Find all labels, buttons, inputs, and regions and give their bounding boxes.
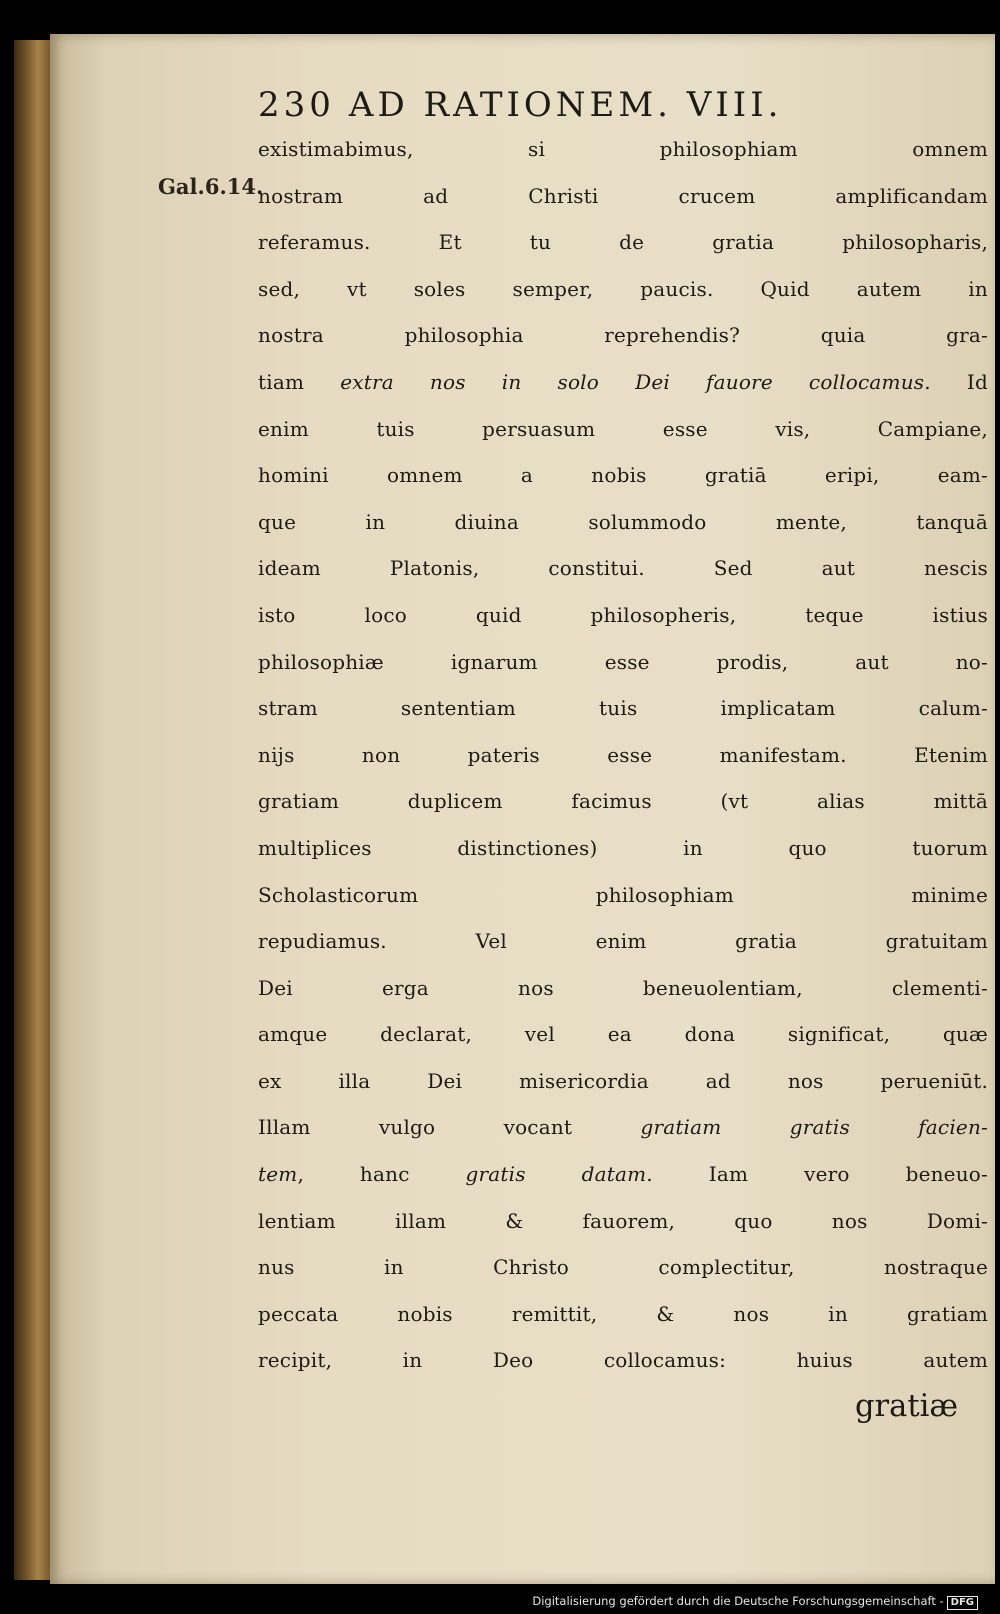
digitization-credit: [532, 1594, 978, 1610]
text-segment: tiam: [258, 369, 341, 394]
text-line: [258, 1011, 988, 1058]
text-segment: Scholasticorum philosophiam minime: [258, 882, 988, 907]
credit-text: Digitalisierung gefördert durch die Deutsche Forschungsgemeinschaft -: [532, 1594, 944, 1608]
running-title: AD RATIONEM. VIII.: [348, 85, 783, 125]
text-segment: Illam vulgo vocant: [258, 1115, 641, 1140]
text-segment: Dei erga nos beneuolentiam, clementi-: [258, 975, 988, 1000]
text-line: [258, 639, 988, 686]
text-segment: repudiamus. Vel enim gratia gratuitam: [258, 929, 988, 954]
book-page: [50, 34, 995, 1584]
text-segment: existimabimus, si philosophiam omnem: [258, 137, 988, 161]
text-line: [258, 825, 988, 872]
text-segment: sed, vt soles semper, paucis. Quid autem in: [258, 276, 988, 301]
text-segment: nostram ad Christi crucem amplificandam: [258, 183, 988, 208]
text-line: [258, 499, 988, 546]
text-line: [258, 778, 988, 825]
text-segment: gratiam duplicem facimus (vt alias mittā: [258, 789, 988, 814]
text-segment: philosophiæ ignarum esse prodis, aut no-: [258, 649, 988, 674]
text-line: [258, 126, 988, 173]
text-line: [258, 1337, 988, 1384]
text-segment: stram sententiam tuis implicatam calum-: [258, 696, 988, 721]
text-segment: nostra philosophia reprehendis? quia gra-: [258, 323, 988, 348]
body-text: [258, 126, 988, 1384]
text-segment: ex illa Dei misericordia ad nos perueniūt.: [258, 1068, 988, 1093]
text-line: [258, 918, 988, 965]
running-head: [258, 84, 988, 126]
text-line: [258, 452, 988, 499]
text-line: [258, 545, 988, 592]
text-line: [258, 219, 988, 266]
text-line: [258, 173, 988, 220]
text-segment: peccata nobis remittit, & nos in gratiam: [258, 1301, 988, 1326]
italic-segment: gratiam gratis facien-: [640, 1115, 988, 1140]
text-line: [258, 312, 988, 359]
italic-segment: tem: [258, 1162, 298, 1187]
catchword: gratiæ: [855, 1389, 958, 1425]
text-segment: Iam vero beneuo-: [652, 1162, 989, 1187]
text-line: [258, 592, 988, 639]
text-line: [258, 732, 988, 779]
text-line: [258, 1151, 988, 1198]
text-block: [258, 84, 988, 1431]
text-line: [258, 1058, 988, 1105]
text-line: [258, 685, 988, 732]
text-line: [258, 965, 988, 1012]
italic-segment: extra nos in solo Dei fauore collocamus.: [340, 369, 931, 394]
text-segment: nijs non pateris esse manifestam. Etenim: [258, 742, 988, 767]
text-segment: enim tuis persuasum esse vis, Campiane,: [258, 416, 988, 441]
text-line: [258, 406, 988, 453]
text-segment: referamus. Et tu de gratia philosopharis,: [258, 230, 988, 255]
page-number: 230: [258, 85, 335, 125]
text-segment: lentiam illam & fauorem, quo nos Domi-: [258, 1208, 988, 1233]
text-line: [258, 1291, 988, 1338]
text-segment: isto loco quid philosopheris, teque istius: [258, 602, 988, 627]
text-line: [258, 266, 988, 313]
text-segment: multiplices distinctiones) in quo tuorum: [258, 835, 988, 860]
italic-segment: gratis datam.: [465, 1162, 653, 1187]
text-line: [258, 1244, 988, 1291]
marginal-note: Gal.6.14.: [158, 174, 264, 199]
text-segment: Id: [930, 369, 988, 394]
text-segment: , hanc: [297, 1162, 466, 1187]
dfg-logo: DFG: [947, 1596, 978, 1610]
text-segment: homini omnem a nobis gratiā eripi, eam-: [258, 463, 988, 488]
text-segment: que in diuina solummodo mente, tanquā: [258, 509, 988, 534]
text-line: [258, 359, 988, 406]
text-line: [258, 1198, 988, 1245]
book-edge: [14, 40, 54, 1580]
text-segment: amque declarat, vel ea dona significat, quæ: [258, 1022, 988, 1047]
text-segment: recipit, in Deo collocamus: huius autem: [258, 1348, 988, 1373]
text-segment: nus in Christo complectitur, nostraque: [258, 1255, 988, 1280]
text-line: [258, 872, 988, 919]
text-segment: ideam Platonis, constitui. Sed aut nescis: [258, 556, 988, 581]
text-line: [258, 1104, 988, 1151]
